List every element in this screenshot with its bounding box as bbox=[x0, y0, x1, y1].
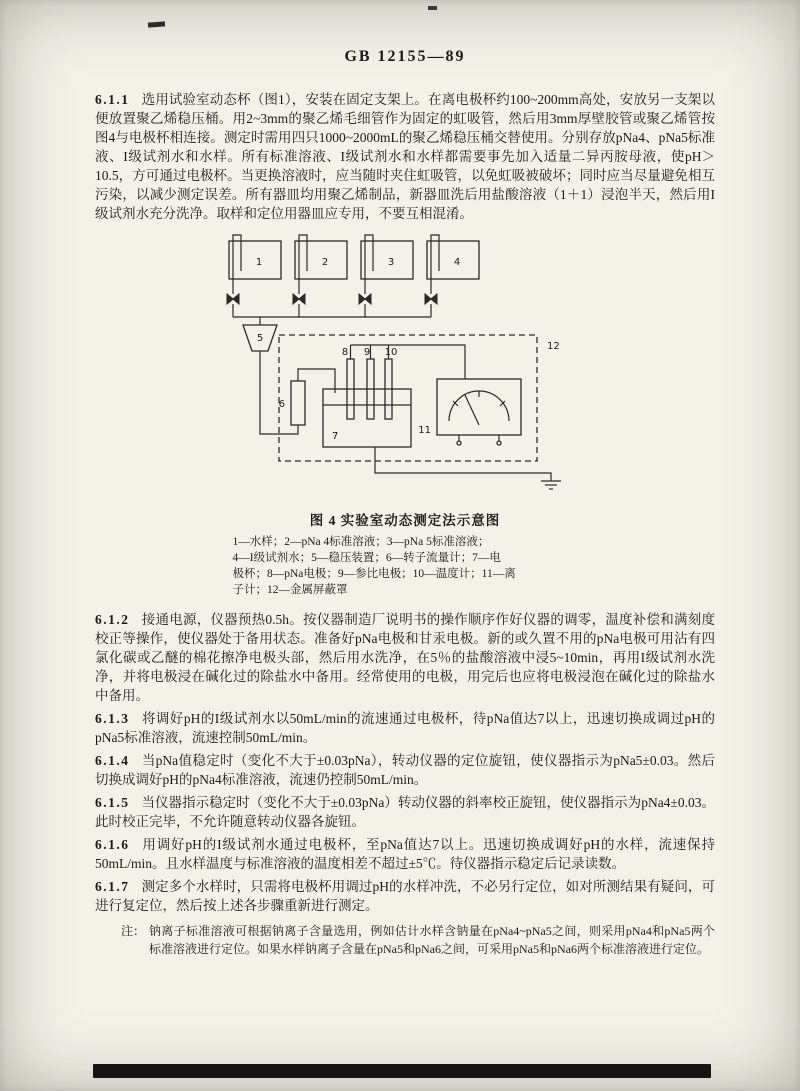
section-text: 选用试验室动态杯（图1），安装在固定支架上。在离电极杯约100~200mm高处，安放另一支架以便放置聚乙烯稳压桶。用2~3mm的聚乙烯毛细管作为固定的虹吸管，然后用3mm厚壁胶管或聚乙烯管按图4与电极杯相连接。测定时需用四只1000~2000mL的聚乙烯稳压桶交替使用。分别存放pNa4、pNa5标准液、I级试剂水和水样。所有标准溶液、I级试剂水和水样都需要事先加入适量二异丙胺母液，使pH＞10.5，方可通过电极杯。当更换溶液时，应当随时夹住虹吸管，以免虹吸被破坏；同时应当尽量避免相互污染，以减少测定误差。所有器皿均用聚乙烯制品，新器皿洗后用盐酸溶液（1＋1）浸泡半天，然后用I级试剂水充分洗净。取样和定位用器皿应专用，不要互相混淆。 bbox=[95, 92, 715, 221]
tank-2 bbox=[293, 235, 347, 317]
legend-line: 4—I级试剂水；5—稳压装置；6—转子流量计；7—电 bbox=[232, 552, 501, 564]
node-label-5: 5 bbox=[256, 333, 264, 344]
flow-meter bbox=[279, 381, 305, 425]
figure-4 bbox=[95, 229, 715, 598]
figure-caption: 图 4 实验室动态测定法示意图 bbox=[309, 513, 501, 528]
node-label-7: 7 bbox=[332, 431, 339, 442]
footnote-text: 钠离子标准溶液可根据钠离子含量选用，例如估计水样含钠量在pNa4~pNa5之间，则采用pNa4和pNa5两个标准溶液进行定位。如果水样钠离子含量在pNa5和pNa6之间，可采用pNa5和pNa6两个标准溶液进行定位。 bbox=[149, 924, 715, 956]
section-number: 6.1.3 bbox=[95, 711, 130, 726]
valve-icon bbox=[293, 294, 305, 304]
apparatus-diagram bbox=[215, 229, 595, 501]
section-number: 6.1.6 bbox=[95, 837, 130, 852]
tank-1 bbox=[227, 235, 281, 317]
footnote bbox=[95, 923, 715, 958]
section-text: 将调好pH的I级试剂水以50mL/min的流速通过电极杯，待pNa值达7以上，迅速切换成调过pH的pNa5标准溶液，流速控制50mL/min。 bbox=[95, 711, 715, 745]
section-paragraph bbox=[95, 610, 715, 705]
legend-line: 子计；12—金属屏蔽罩 bbox=[232, 584, 348, 596]
node-label-12: 12 bbox=[547, 341, 560, 352]
reference-electrode bbox=[364, 345, 374, 419]
section-number: 6.1.2 bbox=[95, 612, 130, 627]
section-paragraph bbox=[95, 835, 715, 873]
section-paragraph bbox=[95, 709, 715, 747]
figure-legend bbox=[233, 534, 578, 598]
section-text: 当仪器指示稳定时（变化不大于±0.03pNa）转动仪器的斜率校正旋钮，使仪器指示为pNa4±0.03。此时校正完毕，不允许随意转动仪器各旋钮。 bbox=[95, 795, 715, 829]
section-number: 6.1.4 bbox=[95, 753, 130, 768]
scan-artifact-dot bbox=[428, 6, 437, 10]
node-label-10: 10 bbox=[384, 347, 398, 358]
standard-number: GB 12155—89 bbox=[344, 48, 466, 65]
node-label-3: 3 bbox=[387, 257, 395, 268]
pressure-regulator bbox=[243, 325, 277, 351]
node-label-1: 1 bbox=[255, 257, 263, 268]
section-text: 接通电源，仪器预热0.5h。按仪器制造厂说明书的操作顺序作好仪器的调零，温度补偿和满刻度校正等操作，使仪器处于备用状态。准备好pNa电极和甘汞电极。新的或久置不用的pNa电极可用沾有四氯化碳或乙醚的棉花擦净电极头部，然后用水洗净，在5％的盐酸溶液中浸5~10min，再用I级试剂水洗净，并将电极浸在碱化过的除盐水中备用。经常使用的电极，用完后也应将电极浸泡在碱化过的除盐水中备用。 bbox=[95, 612, 715, 703]
tank-4 bbox=[425, 235, 479, 317]
node-label-6: 6 bbox=[278, 399, 285, 410]
section-text: 用调好pH的I级试剂水通过电极杯，至pNa值达7以上。迅速切换成调好pH的水样，流速保持50mL/min。且水样温度与标准溶液的温度相差不超过±5℃。待仪器指示稳定后记录读数。 bbox=[95, 837, 715, 871]
pna-electrode bbox=[342, 345, 354, 419]
page-content bbox=[95, 48, 715, 958]
footnote-label: 注： bbox=[121, 924, 146, 938]
thermometer bbox=[385, 345, 398, 419]
tank-3 bbox=[359, 235, 413, 317]
section-number: 6.1.7 bbox=[95, 879, 130, 894]
section-paragraph bbox=[95, 877, 715, 915]
ground-icon bbox=[541, 481, 561, 489]
section-paragraph bbox=[95, 751, 715, 789]
scan-bottom-bar bbox=[93, 1064, 711, 1078]
section-number: 6.1.5 bbox=[95, 795, 130, 810]
scan-artifact-mark bbox=[148, 21, 165, 27]
node-label-9: 9 bbox=[363, 347, 371, 358]
legend-line: 1—水样；2—pNa 4标准溶液；3—pNa 5标准溶液； bbox=[232, 536, 490, 548]
section-number: 6.1.1 bbox=[95, 92, 130, 107]
ion-meter bbox=[418, 379, 521, 445]
drain-tube bbox=[375, 447, 551, 481]
section-paragraph bbox=[95, 90, 715, 223]
node-label-8: 8 bbox=[341, 347, 349, 358]
valve-icon bbox=[359, 294, 371, 304]
legend-line: 极杯；8—pNa电极；9—参比电极；10—温度计；11—离 bbox=[232, 568, 516, 580]
valve-icon bbox=[227, 294, 239, 304]
section-paragraph bbox=[95, 793, 715, 831]
section-text: 测定多个水样时，只需将电极杯用调过pH的水样冲洗，不必另行定位，如对所测结果有疑问，可进行复定位，然后按上述各步骤重新进行测定。 bbox=[95, 879, 715, 913]
valve-icon bbox=[425, 294, 437, 304]
node-label-4: 4 bbox=[453, 257, 461, 268]
section-text: 当pNa值稳定时（变化不大于±0.03pNa），转动仪器的定位旋钮，使仪器指示为pNa5±0.03。然后切换成调好pH的pNa4标准溶液，流速仍控制50mL/min。 bbox=[95, 753, 715, 787]
node-label-2: 2 bbox=[321, 257, 329, 268]
meter-needle bbox=[465, 395, 479, 425]
node-label-11: 11 bbox=[418, 425, 431, 436]
